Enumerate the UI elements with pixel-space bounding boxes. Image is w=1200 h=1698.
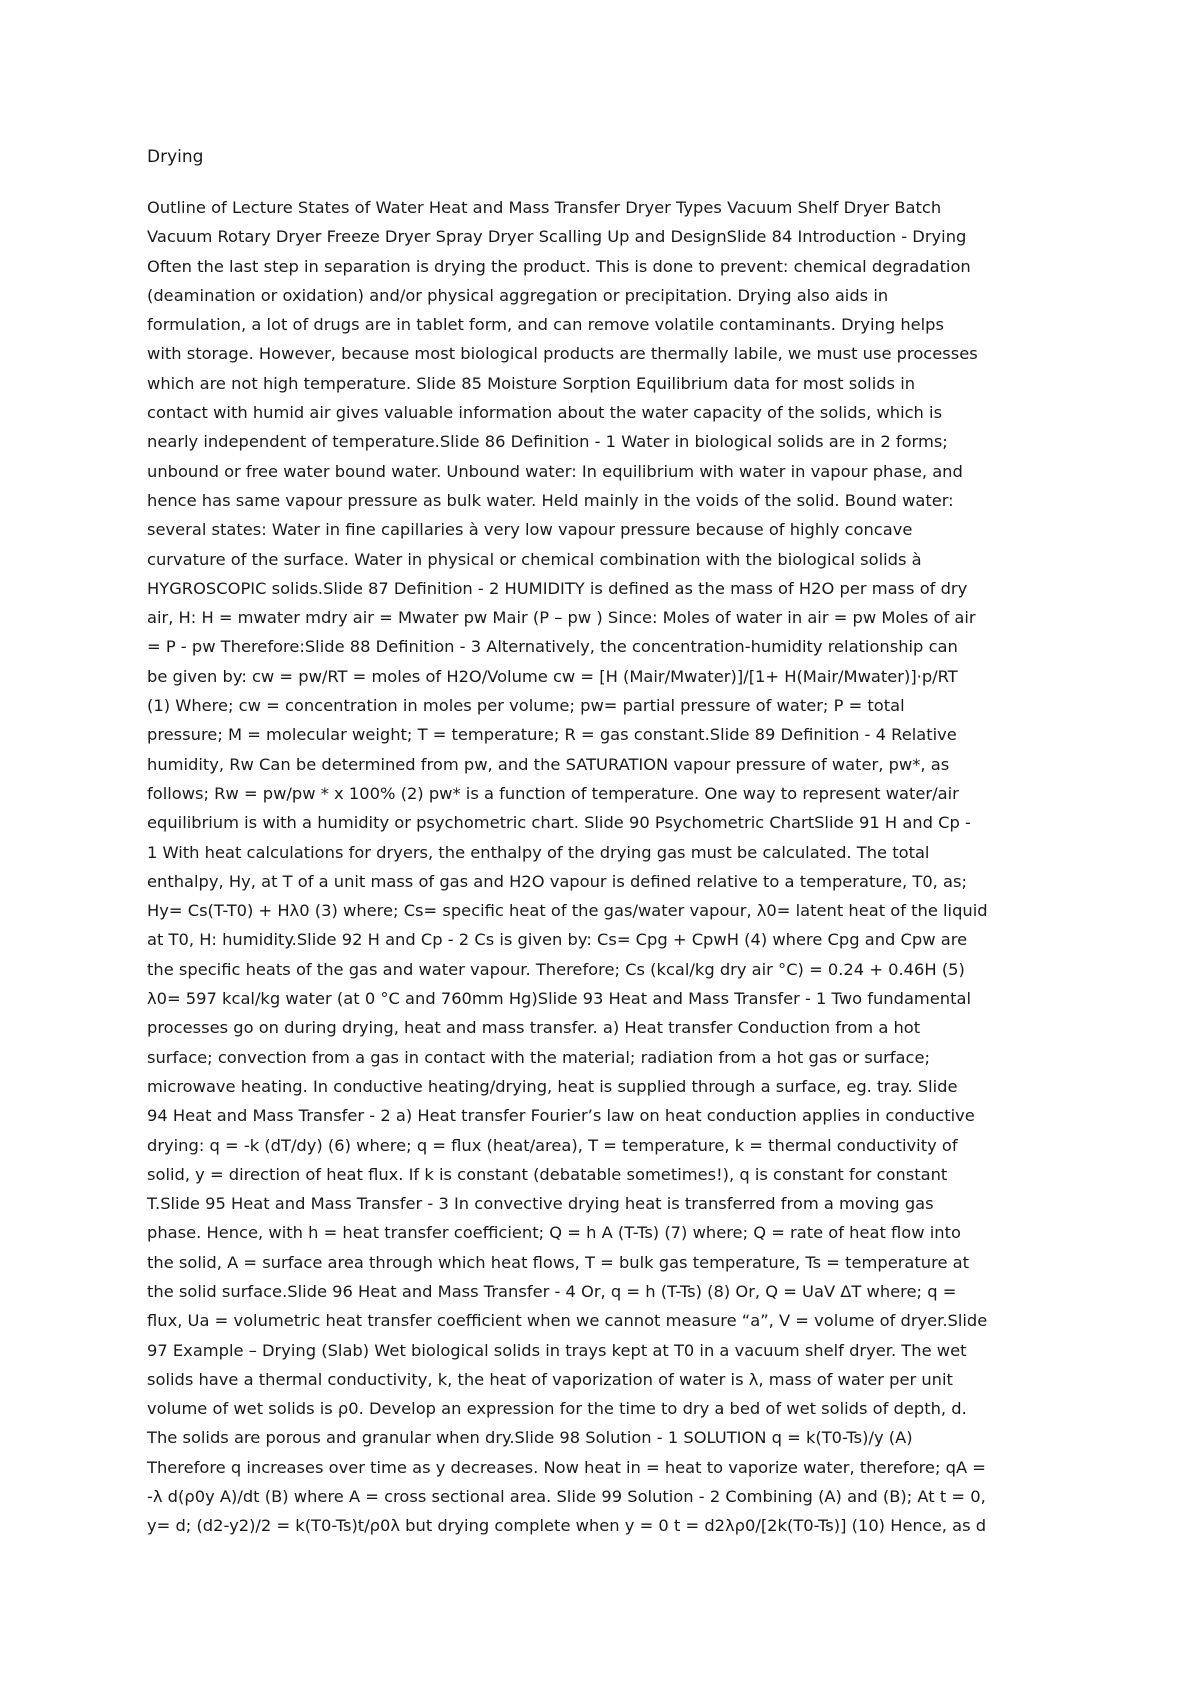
- body-line: equilibrium is with a humidity or psychometric chart. Slide 90 Psychometric ChartSlide 91 H and Cp -: [147, 813, 971, 833]
- body-line: T.Slide 95 Heat and Mass Transfer - 3 In convective drying heat is transferred from a moving gas: [147, 1194, 934, 1214]
- body-line: the solid surface.Slide 96 Heat and Mass Transfer - 4 Or, q = h (T-Ts) (8) Or, Q = UaV ΔT where; q =: [147, 1281, 957, 1301]
- document-body: [147, 193, 1057, 1541]
- body-line: solids have a thermal conductivity, k, the heat of vaporization of water is λ, mass of water per unit: [147, 1369, 953, 1389]
- body-line: λ0= 597 kcal/kg water (at 0 °C and 760mm Hg)Slide 93 Heat and Mass Transfer - 1 Two fundamental: [147, 989, 971, 1009]
- body-line: -λ d(ρ0y A)/dt (B) where A = cross sectional area. Slide 99 Solution - 2 Combining (A) and (B); At t = 0,: [147, 1487, 986, 1507]
- body-line: humidity, Rw Can be determined from pw, and the SATURATION vapour pressure of water, pw*, as: [147, 754, 950, 774]
- body-line: with storage. However, because most biological products are thermally labile, we must use processes: [147, 344, 978, 364]
- body-line: at T0, H: humidity.Slide 92 H and Cp - 2 Cs is given by: Cs= Cpg + CpwH (4) where Cpg and Cpw are: [147, 930, 968, 950]
- body-line: 97 Example – Drying (Slab) Wet biological solids in trays kept at T0 in a vacuum shelf dryer. The wet: [147, 1340, 967, 1360]
- body-line: the specific heats of the gas and water vapour. Therefore; Cs (kcal/kg dry air °C) = 0.24 + 0.46H (5): [147, 959, 965, 979]
- document-title: Drying: [147, 147, 204, 167]
- body-line: air, H: H = mwater mdry air = Mwater pw Mair (P – pw ) Since: Moles of water in air = pw Moles of air: [147, 608, 976, 628]
- body-line: = P - pw Therefore:Slide 88 Definition - 3 Alternatively, the concentration-humidity relationship can: [147, 637, 958, 657]
- body-line: volume of wet solids is ρ0. Develop an expression for the time to dry a bed of wet solids of depth, d.: [147, 1399, 967, 1419]
- body-line: unbound or free water bound water. Unbound water: In equilibrium with water in vapour phase, and: [147, 461, 963, 481]
- body-line: several states: Water in fine capillaries à very low vapour pressure because of highly concave: [147, 520, 913, 540]
- body-line: HYGROSCOPIC solids.Slide 87 Definition - 2 HUMIDITY is defined as the mass of H2O per mass of dry: [147, 578, 968, 598]
- body-line: Therefore q increases over time as y decreases. Now heat in = heat to vaporize water, therefore; qA =: [147, 1457, 986, 1477]
- body-line: follows; Rw = pw/pw * x 100% (2) pw* is a function of temperature. One way to represent water/air: [147, 783, 959, 803]
- body-line: The solids are porous and granular when dry.Slide 98 Solution - 1 SOLUTION q = k(T0-Ts)/y (A): [147, 1428, 913, 1448]
- body-line: y= d; (d2-y2)/2 = k(T0-Ts)t/ρ0λ but drying complete when y = 0 t = d2λρ0/[2k(T0-Ts)] (10) Hence, as d: [147, 1516, 987, 1536]
- body-line: (deamination or oxidation) and/or physical aggregation or precipitation. Drying also aids in: [147, 285, 889, 305]
- body-line: phase. Hence, with h = heat transfer coefficient; Q = h A (T-Ts) (7) where; Q = rate of heat flow into: [147, 1223, 961, 1243]
- body-line: the solid, A = surface area through which heat flows, T = bulk gas temperature, Ts = temperature at: [147, 1252, 969, 1272]
- body-line: contact with humid air gives valuable information about the water capacity of the solids, which is: [147, 403, 943, 423]
- body-line: processes go on during drying, heat and mass transfer. a) Heat transfer Conduction from a hot: [147, 1018, 921, 1038]
- body-line: (1) Where; cw = concentration in moles per volume; pw= partial pressure of water; P = total: [147, 696, 905, 716]
- body-line: curvature of the surface. Water in physical or chemical combination with the biological solids à: [147, 549, 922, 569]
- body-line: be given by: cw = pw/RT = moles of H2O/Volume cw = [H (Mair/Mwater)]/[1+ H(Mair/Mwater)]·p/RT: [147, 666, 958, 686]
- body-line: Vacuum Rotary Dryer Freeze Dryer Spray Dryer Scalling Up and DesignSlide 84 Introduction - Drying: [147, 227, 967, 247]
- body-line: surface; convection from a gas in contact with the material; radiation from a hot gas or surface;: [147, 1047, 930, 1067]
- body-line: enthalpy, Hy, at T of a unit mass of gas and H2O vapour is defined relative to a temperature, T0, as;: [147, 871, 967, 891]
- body-line: Hy= Cs(T-T0) + Hλ0 (3) where; Cs= specific heat of the gas/water vapour, λ0= latent heat of the liquid: [147, 901, 988, 921]
- body-line: formulation, a lot of drugs are in tablet form, and can remove volatile contaminants. Drying helps: [147, 315, 945, 335]
- body-line: 94 Heat and Mass Transfer - 2 a) Heat transfer Fourier’s law on heat conduction applies in conductive: [147, 1106, 975, 1126]
- body-line: solid, y = direction of heat flux. If k is constant (debatable sometimes!), q is constant for constant: [147, 1164, 948, 1184]
- body-line: nearly independent of temperature.Slide 86 Definition - 1 Water in biological solids are in 2 forms;: [147, 432, 948, 452]
- body-line: hence has same vapour pressure as bulk water. Held mainly in the voids of the solid. Bound water:: [147, 490, 954, 510]
- body-line: pressure; M = molecular weight; T = temperature; R = gas constant.Slide 89 Definition - 4 Relative: [147, 725, 957, 745]
- body-line: microwave heating. In conductive heating/drying, heat is supplied through a surface, eg. tray. Slide: [147, 1076, 958, 1096]
- body-line: flux, Ua = volumetric heat transfer coefficient when we cannot measure “a”, V = volume of dryer.Slide: [147, 1311, 988, 1331]
- body-line: Outline of Lecture States of Water Heat and Mass Transfer Dryer Types Vacuum Shelf Dryer Batch: [147, 198, 942, 217]
- body-line: 1 With heat calculations for dryers, the enthalpy of the drying gas must be calculated. The total: [147, 842, 930, 862]
- body-line: drying: q = -k (dT/dy) (6) where; q = flux (heat/area), T = temperature, k = thermal conductivity of: [147, 1135, 958, 1155]
- body-line: which are not high temperature. Slide 85 Moisture Sorption Equilibrium data for most solids in: [147, 373, 916, 393]
- body-line: Often the last step in separation is drying the product. This is done to prevent: chemical degradation: [147, 256, 971, 276]
